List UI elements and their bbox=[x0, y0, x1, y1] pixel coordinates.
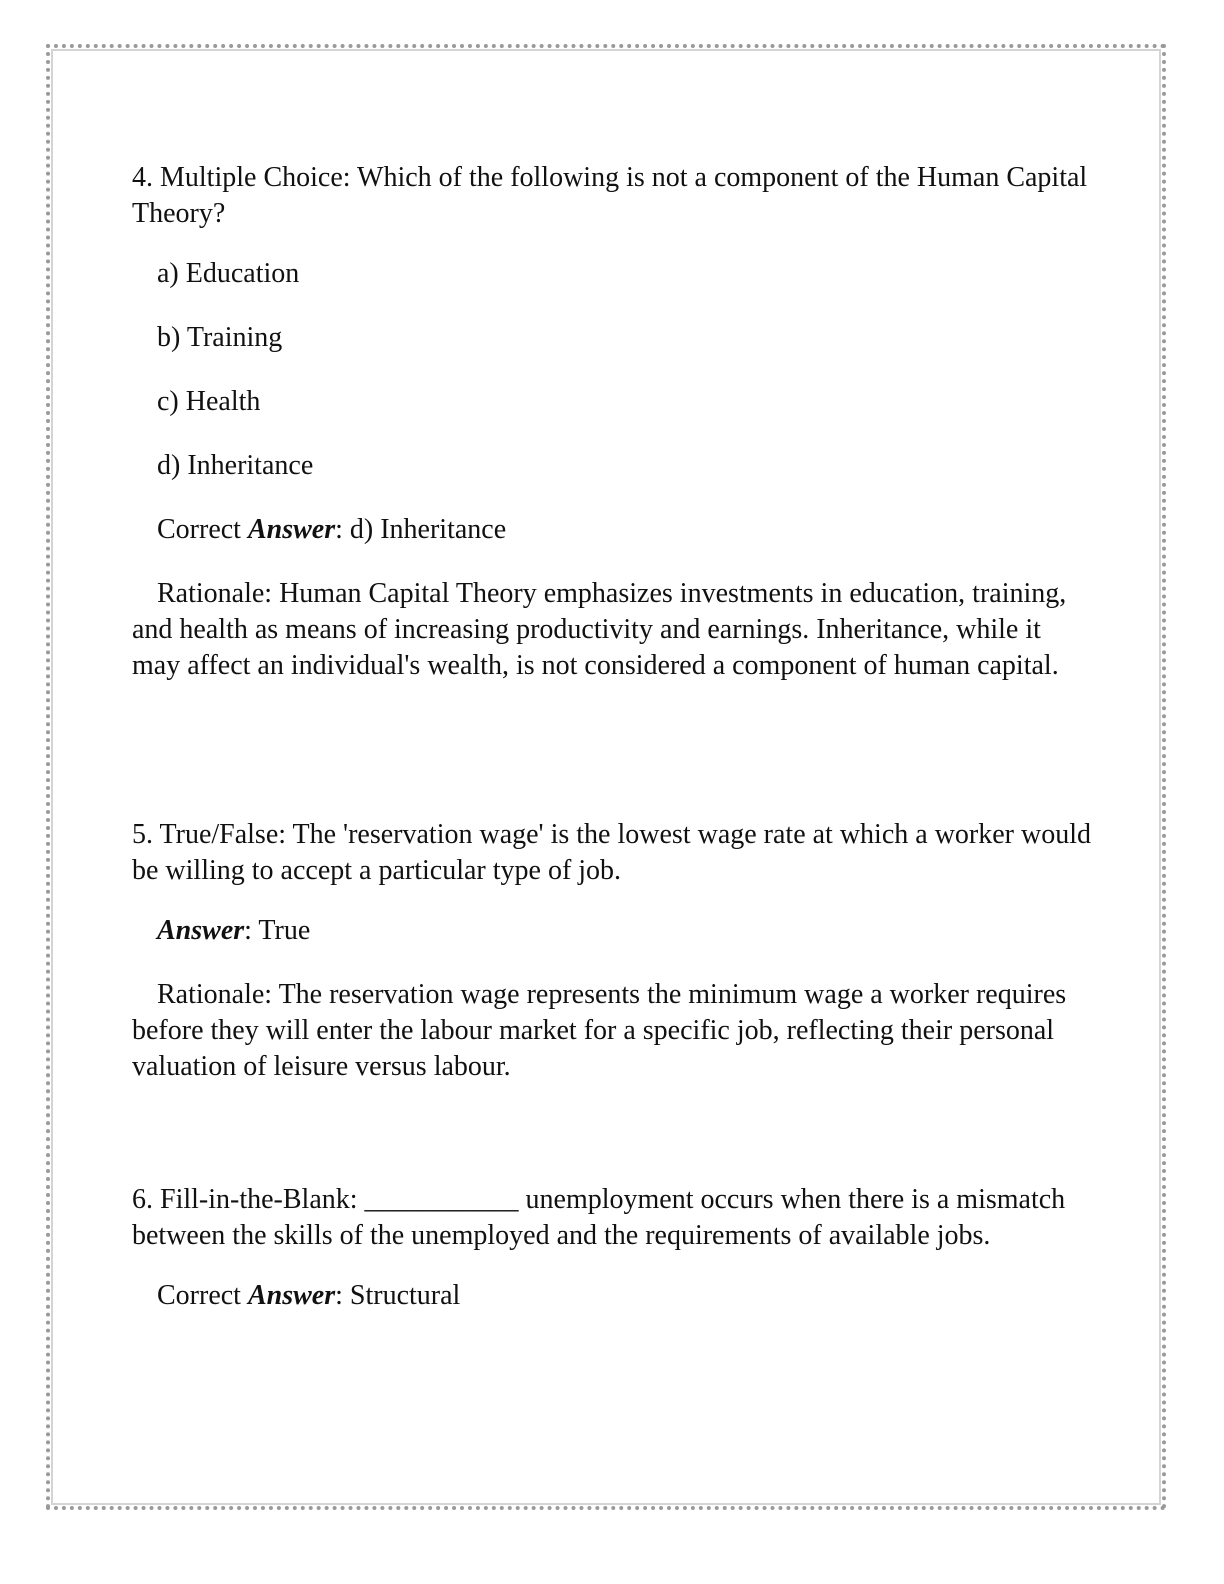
question-4-text: 4. Multiple Choice: Which of the following is not a component of the Human Capital Theory? bbox=[132, 162, 1088, 229]
answer-label: Answer bbox=[157, 915, 245, 946]
question-block-5 bbox=[132, 817, 1092, 1085]
question-4-option-b: b) Training bbox=[157, 322, 283, 353]
answer-label: Answer bbox=[247, 1280, 336, 1311]
question-5-answer bbox=[132, 913, 1092, 949]
question-4-answer bbox=[132, 512, 1092, 548]
question-block-4 bbox=[132, 160, 1092, 684]
question-6-text: 6. Fill-in-the-Blank: ___________ unemployment occurs when there is a mismatch between the skills of the unemployed and the requirements of available jobs. bbox=[132, 1184, 1066, 1251]
question-5-text: 5. True/False: The 'reservation wage' is the lowest wage rate at which a worker would be willing to accept a particular type of job. bbox=[132, 819, 1091, 886]
answer-value: : True bbox=[244, 915, 311, 946]
answer-value: : d) Inheritance bbox=[335, 514, 507, 545]
question-6-answer bbox=[132, 1278, 1092, 1314]
question-4-option-c: c) Health bbox=[157, 386, 261, 417]
answer-label: Answer bbox=[247, 514, 336, 545]
question-4-option-d: d) Inheritance bbox=[157, 450, 314, 481]
answer-value: : Structural bbox=[335, 1280, 461, 1311]
question-4-option-a: a) Education bbox=[157, 258, 300, 289]
answer-prefix: Correct bbox=[157, 1280, 248, 1311]
question-4-rationale: Rationale: Human Capital Theory emphasizes investments in education, training, and health as means of increasing productivity and earnings. Inheritance, while it may affect an individual's wealth, is not considered a component of human capital. bbox=[132, 578, 1067, 681]
answer-prefix: Correct bbox=[157, 514, 248, 545]
question-5-rationale: Rationale: The reservation wage represents the minimum wage a worker requires before they will enter the labour market for a specific job, reflecting their personal valuation of leisure versus labour. bbox=[132, 979, 1067, 1082]
question-block-6 bbox=[132, 1182, 1092, 1342]
